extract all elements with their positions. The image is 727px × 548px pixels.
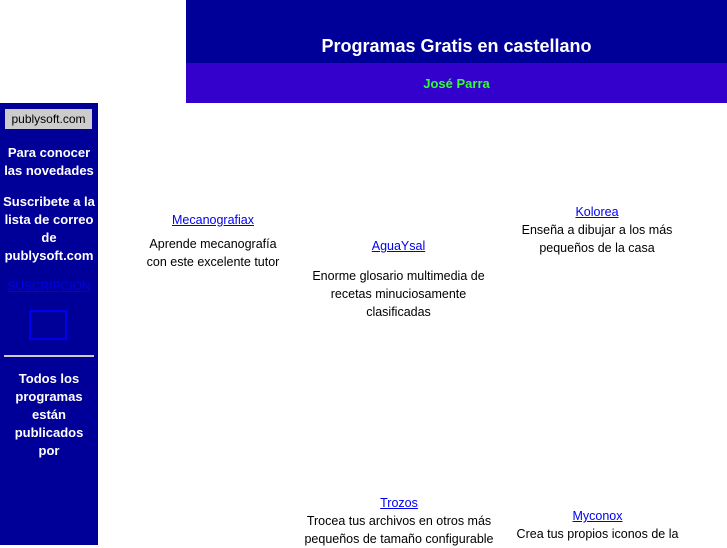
program-link[interactable]: AguaYsal	[371, 239, 426, 253]
program-description: Trocea tus archivos en otros más pequeños de tamaño configurable	[304, 514, 494, 546]
program-description: Enorme glosario multimedia de recetas minuciosamente clasificadas	[312, 269, 485, 319]
program-link[interactable]: Trozos	[380, 496, 418, 510]
header-banner	[186, 0, 727, 63]
program-link[interactable]: Kolorea	[575, 205, 619, 219]
page-title: Programas Gratis en castellano	[321, 36, 592, 56]
program-description: Enseña a dibujar a los más pequeños de la casa	[521, 223, 673, 255]
divider	[4, 355, 94, 357]
program-description: Crea tus propios iconos de la	[516, 527, 679, 541]
author-name: José Parra	[423, 75, 490, 91]
news-text: Para conocer las novedades	[4, 145, 94, 178]
program-link[interactable]: Mecanografiax	[172, 213, 254, 227]
author-banner	[186, 63, 727, 103]
site-badge[interactable]: publysoft.com	[5, 109, 92, 129]
program-card	[300, 237, 497, 321]
published-text: Todos los programas están publicados por	[14, 371, 84, 458]
subscribe-link[interactable]: SUSCRIPCION	[7, 279, 91, 293]
program-card	[513, 203, 681, 257]
mail-image-icon[interactable]	[29, 310, 67, 340]
program-card	[140, 211, 286, 271]
program-card	[298, 494, 500, 548]
program-link[interactable]: Myconox	[572, 509, 623, 523]
sidebar	[0, 103, 98, 545]
program-description: Aprende mecanografía con este excelente tutor	[146, 237, 280, 269]
program-card	[510, 507, 685, 543]
subscribe-text: Suscribete a la lista de correo de publysoft.com	[3, 194, 95, 263]
